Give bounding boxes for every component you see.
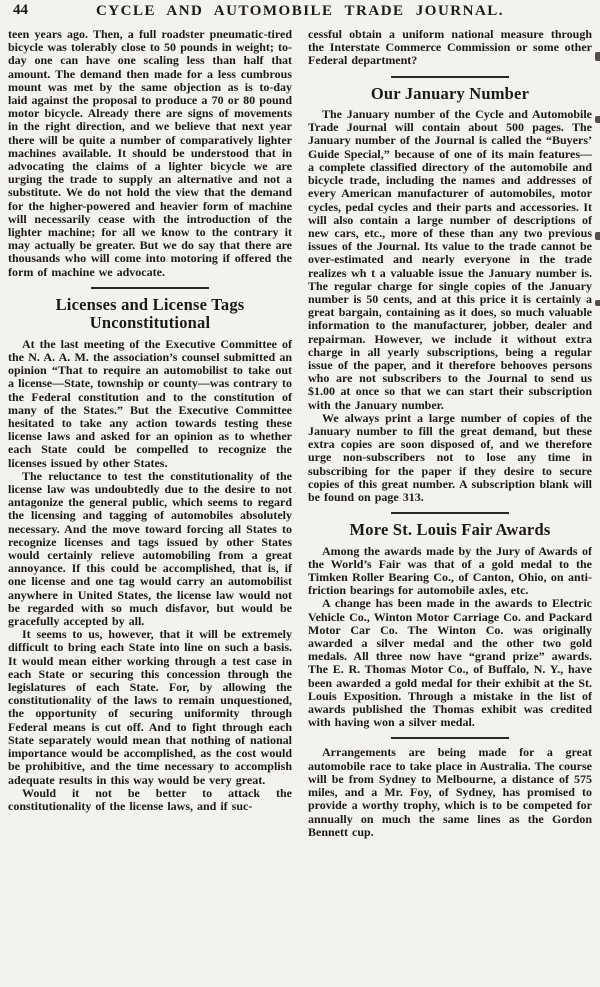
closing-paragraph: Arrangements are being made for a great automobile race to take place in Australia. The course will be from Sydney to Melbourne, a distance of 575 miles, and a Mr. Foy, of Sydney, has promised to provide a worthy trophy, which is to be competed for annually on much the same lines as the Gordon Bennett cup. — [308, 745, 592, 839]
journal-title: CYCLE AND AUTOMOBILE TRADE JOURNAL. — [95, 3, 505, 19]
paragraph: It seems to us, however, that it will be extremely difficult to bring each State into line on such a basis. It would mean either working through a test case in each State or securing this concession through the legislatures of each State. For, by allowing the constitutionality of the laws to remain unquestioned, the opportunity of securing uniformity through Federal means is cut off. And to fight through each State separately would mean that nothing of national importance would be accomplished, as the cost would be prohibitive, and the time necessary to accomplish adequate results in this way would be very great. — [8, 627, 292, 787]
section-divider — [391, 512, 509, 514]
ink-smudge — [595, 52, 600, 61]
paragraph: The reluctance to test the constitutionality of the license law was undoubtedly due to the desire to not antagonize the general public, which seems to regard the licensing and tagging of automobiles absolutely necessary. And the move toward forcing all States to recognize licenses and tags issued by other States would certainly relieve automobiling from a great annoyance. If this could be accomplished, that is, if one license and one tag would carry an automobilist anywhere in United States, the license law would not be regarded with so much disfavor, but would be gracefully accepted by all. — [8, 468, 292, 629]
ink-smudge — [595, 116, 600, 123]
paragraph: Would it not be better to attack the constitutionality of the license laws, and if suc- — [8, 785, 292, 813]
article-heading-january-number: Our January Number — [370, 83, 530, 103]
section-divider — [391, 737, 509, 739]
continuation-paragraph: cessful obtain a uniform national measure through the Interstate Commerce Commission or some other Federal department? — [308, 27, 592, 68]
section-divider — [391, 76, 509, 78]
running-head — [0, 0, 600, 26]
paragraph: At the last meeting of the Executive Committee of the N. A. A. M. the association’s counsel submitted an opinion “That to require an automobilist to take out a license—State, township or county—was contrary to the Federal constitution and to the constitution of many of the States.” But the Executive Committee hesitated to take any action towards testing these license laws and asked for an opinion as to whether each State could be compelled to recognize the licenses issued by other States. — [8, 336, 292, 470]
article-heading-licenses: Licenses and License Tags Unconstitutional — [55, 294, 245, 333]
two-column-body — [0, 26, 600, 839]
paragraph: The January number of the Cycle and Automobile Trade Journal will contain about 500 pages. The January number of the Journal is called the “Buyers’ Guide Special,” because of one of its main features—a complete classified directory of the automobile and bicycle trade, including the names and addresses of every American manufacturer of automobiles, motor cycles, pedal cycles and their parts and accessories. It will also contain a large number of descriptions of new cars, etc., more of these than any two previous issues of the Journal. Its value to the trade cannot be over-estimated and nearly everyone in the trade realizes wh t a valuable issue the January number is. The regular charge for single copies of the January number is 50 cents, and at this price it is certainly a great bargain, containing as it does, so much valuable information to the manufacturer, jobber, dealer and repairman. However, we include it without extra charge in all yearly subscriptions, being a regular issue of the paper, and it therefore behooves persons who are not subscribers to the Journal to send us $1.00 at once so that we can start their subscription with the January number. — [308, 107, 592, 412]
left-column — [8, 28, 292, 839]
paragraph: We always print a large number of copies of the January number to fill the great demand, but these extra copies are soon disposed of, and we therefore urge non-subscribers not to lose any time in subscribing for the paper if they desire to secure copies of this great number. A subscription blank will be found on page 313. — [308, 410, 592, 504]
continuation-paragraph: teen years ago. Then, a full roadster pneumatic-tired bicycle was tolerably close to 50 pounds in weight; to-day one can have one scaling less than half that amount. The demand then made for a less cumbrous mount was met by the same objection as is to-day laid against the proposal to produce a 70 or 80 pound motor bicycle. Already there are signs of movements in the right direction, and we believe that next year there will be quite a number of comparatively lighter machines available. It should be understood that in advocating the claims of a lighter bicycle we are urging the trade to supply an alternative and not a substitute. We do not hold the view that the demand for the higher-powered and heavier form of machine will necessarily cease with the introduction of the lighter machine; for all we know to the contrary it may actually be greater. But we do say that there are thousands who will come into motoring if offered the form of machine we advocate. — [8, 27, 292, 279]
section-divider — [91, 287, 209, 289]
ink-smudge — [595, 300, 600, 306]
page-number: 44 — [13, 2, 28, 18]
paragraph: A change has been made in the awards to Electric Vehicle Co., Winton Motor Carriage Co. and Packard Motor Car Co. The Winton Co. was originally awarded a silver medal and the other two gold medals. All three now have “grand prize” awards. The E. R. Thomas Motor Co., of Buffalo, N. Y., have been awarded a gold medal for their exhibit at the St. Louis Exposition. Through a mistake in the list of awards published the Thomas exhibit was credited with having won a silver medal. — [308, 596, 592, 730]
scan-edge-artifacts — [595, 0, 600, 987]
article-heading-st-louis-awards: More St. Louis Fair Awards — [349, 520, 551, 540]
right-column — [308, 28, 592, 839]
ink-smudge — [595, 232, 600, 240]
paragraph: Among the awards made by the Jury of Awards of the World’s Fair was that of a gold medal to the Timken Roller Bearing Co., of Canton, Ohio, on anti-friction bearings for automobile axles, etc. — [308, 543, 592, 598]
